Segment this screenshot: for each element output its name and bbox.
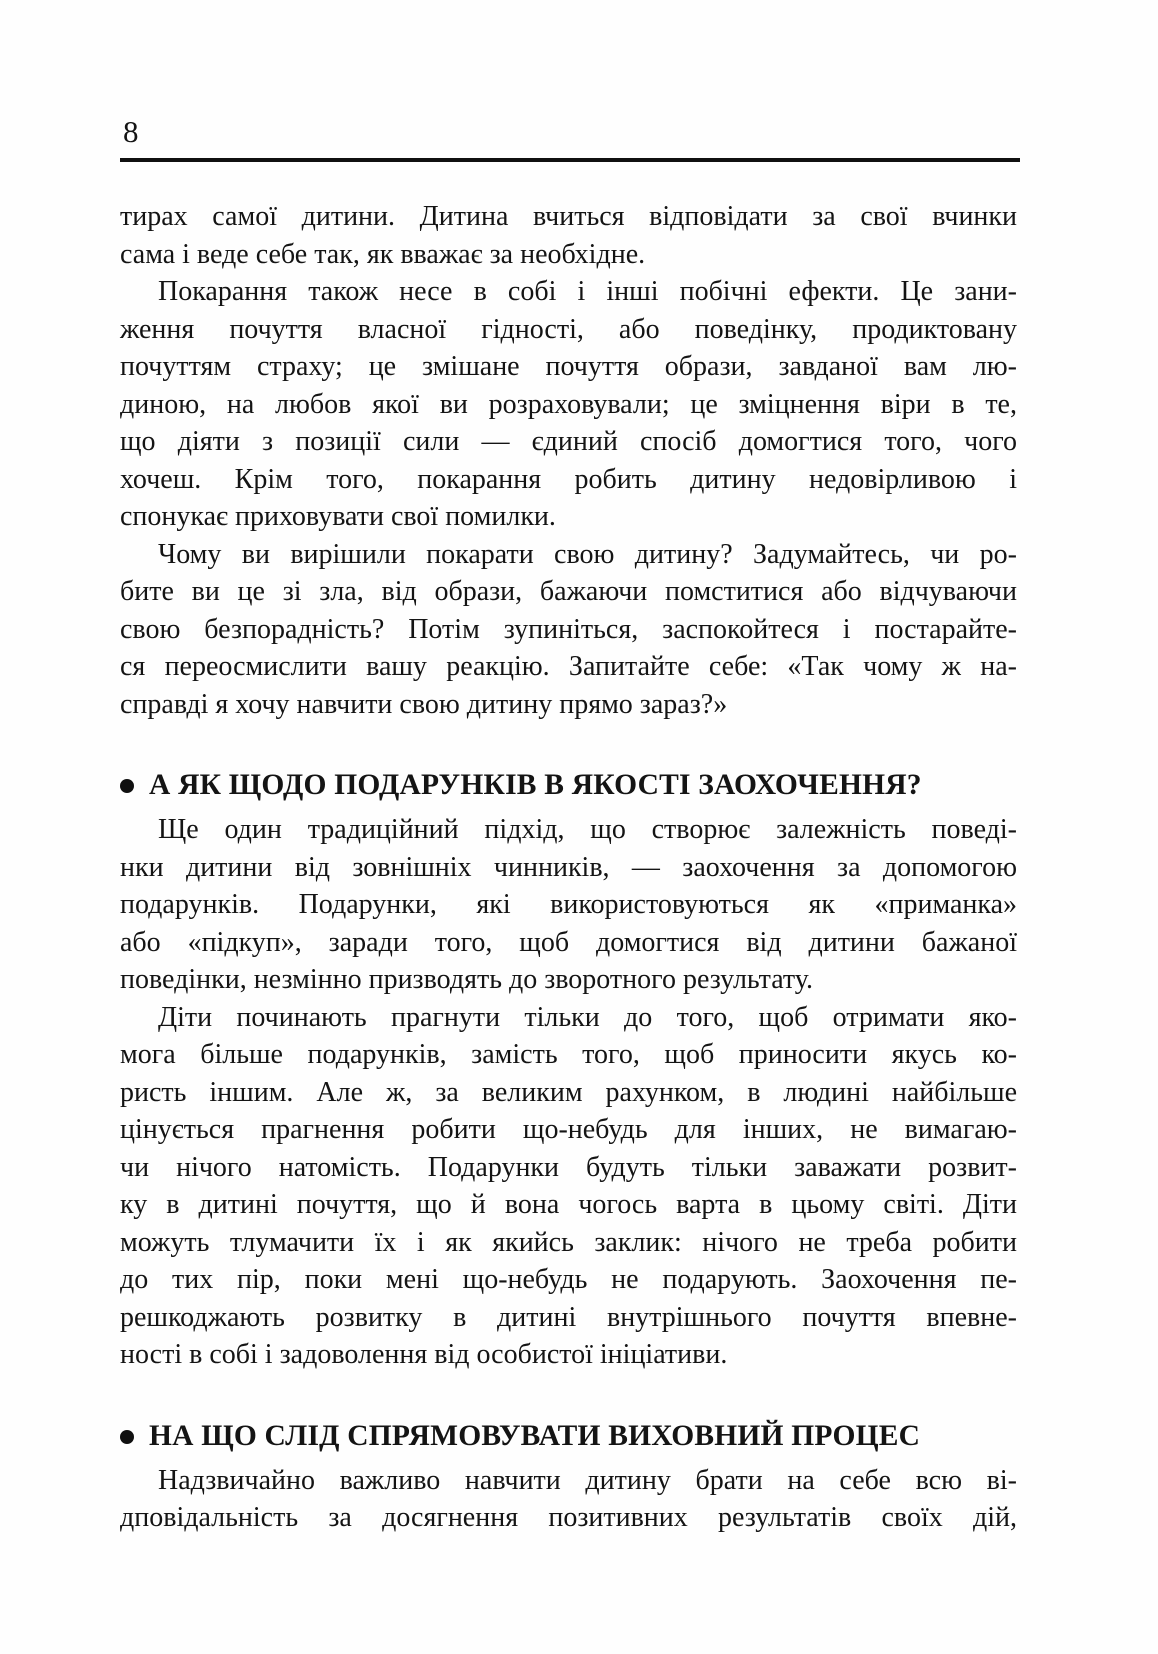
paragraph-line: свою безпорадність? Потім зупиніться, заспокойтеся і постарайте- bbox=[120, 613, 1017, 645]
paragraph-line: справді я хочу навчити свою дитину прямо зараз?» bbox=[120, 688, 728, 720]
paragraph-line: Надзвичайно важливо навчити дитину брати на себе всю ві- bbox=[158, 1464, 1017, 1496]
bullet-icon bbox=[120, 779, 134, 793]
paragraph bbox=[120, 999, 1017, 1374]
paragraph-line: до тих пір, поки мені що-небудь не подарують. Заохочення пе- bbox=[120, 1264, 1017, 1295]
paragraph-line: диною, на любов якої ви розраховували; це зміцнення віри в те, bbox=[120, 388, 1017, 420]
paragraph bbox=[120, 811, 1017, 999]
paragraph-line: ності в собі і задоволення від особистої ініціативи. bbox=[120, 1339, 728, 1370]
paragraph-line: спонукає приховувати свої помилки. bbox=[120, 501, 556, 532]
paragraph bbox=[120, 198, 1017, 273]
paragraph-line: Чому ви вирішили покарати свою дитину? Задумайтесь, чи ро- bbox=[158, 538, 1017, 570]
text-column bbox=[120, 198, 1017, 1537]
paragraph-line: Ще один традиційний підхід, що створює залежність поведі- bbox=[158, 814, 1017, 845]
paragraph-line: ку в дитині почуття, що й вона чогось варта в цьому світі. Діти bbox=[120, 1189, 1017, 1220]
page-number: 8 bbox=[123, 114, 139, 149]
paragraph-line: Діти починають прагнути тільки до того, щоб отримати яко- bbox=[158, 1001, 1017, 1033]
paragraph bbox=[120, 273, 1017, 536]
heading-text: А ЯК ЩОДО ПОДАРУНКІВ В ЯКОСТІ ЗАОХОЧЕННЯ? bbox=[149, 769, 922, 801]
paragraph-line: нки дитини від зовнішніх чинників, — заохочення за допомогою bbox=[120, 851, 1017, 883]
paragraph-line: сама і веде себе так, як вважає за необхідне. bbox=[120, 238, 646, 270]
paragraph-line: тирах самої дитини. Дитина вчиться відповідати за свої вчинки bbox=[120, 201, 1017, 232]
paragraph-line: ристь іншим. Але ж, за великим рахунком, в людині найбільше bbox=[120, 1076, 1017, 1108]
paragraph-line: можуть тлумачити їх і як якийсь заклик: нічого не треба робити bbox=[120, 1226, 1017, 1258]
section-heading bbox=[120, 765, 1017, 805]
paragraph-line: Покарання також несе в собі і інші побічні ефекти. Це зани- bbox=[158, 276, 1017, 307]
section-heading bbox=[120, 1416, 1017, 1456]
bullet-icon bbox=[120, 1430, 134, 1444]
paragraph bbox=[120, 536, 1017, 724]
paragraph-line: подарунків. Подарунки, які використовуються як «приманка» bbox=[120, 889, 1017, 920]
paragraph-line: поведінки, незмінно призводять до зворотного результату. bbox=[120, 964, 813, 995]
heading-text: НА ЩО СЛІД СПРЯМОВУВАТИ ВИХОВНИЙ ПРОЦЕС bbox=[149, 1419, 921, 1452]
paragraph-line: цінується прагнення робити що-небудь для інших, не вимагаю- bbox=[120, 1114, 1017, 1145]
header-rule bbox=[120, 158, 1020, 162]
paragraph-line: ся переосмислити вашу реакцію. Запитайте себе: «Так чому ж на- bbox=[120, 651, 1017, 682]
paragraph-line: мога більше подарунків, замість того, щоб приносити якусь ко- bbox=[120, 1039, 1017, 1070]
paragraph-line: решкоджають розвитку в дитині внутрішнього почуття впевне- bbox=[120, 1301, 1017, 1333]
paragraph-line: чи нічого натомість. Подарунки будуть тільки заважати розвит- bbox=[120, 1151, 1017, 1183]
paragraph-line: дповідальність за досягнення позитивних результатів своїх дій, bbox=[120, 1502, 1017, 1533]
paragraph bbox=[120, 1462, 1017, 1537]
paragraph-line: або «підкуп», заради того, щоб домогтися від дитини бажаної bbox=[120, 926, 1017, 958]
paragraph-line: хочеш. Крім того, покарання робить дитину недовірливою і bbox=[120, 463, 1017, 495]
paragraph-line: бите ви це зі зла, від образи, бажаючи помститися або відчуваючи bbox=[120, 576, 1017, 607]
paragraph-line: ження почуття власної гідності, або поведінку, продиктовану bbox=[120, 313, 1017, 345]
paragraph-line: що діяти з позиції сили — єдиний спосіб домогтися того, чого bbox=[120, 426, 1017, 457]
paragraph-line: почуттям страху; це змішане почуття образи, завданої вам лю- bbox=[120, 351, 1017, 382]
